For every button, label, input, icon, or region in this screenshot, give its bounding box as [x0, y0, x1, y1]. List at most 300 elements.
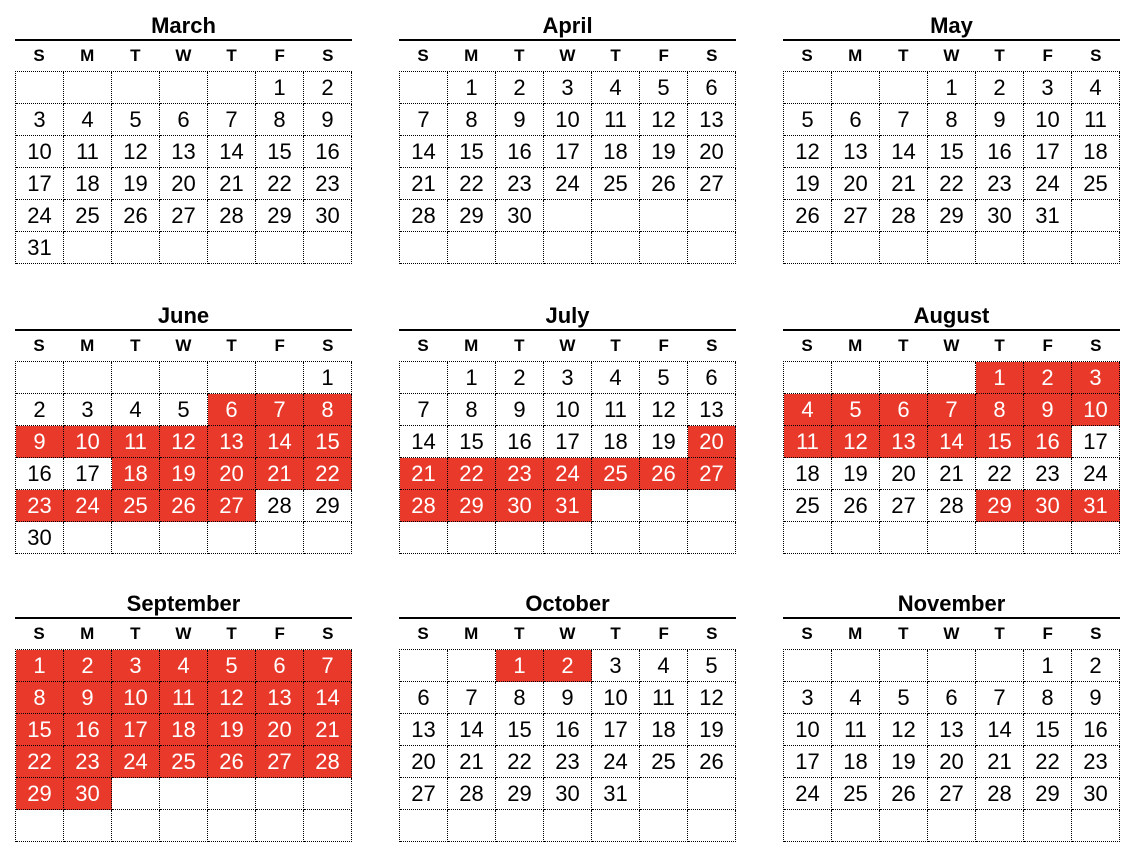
highlighted-day-cell[interactable]: 2	[64, 650, 112, 682]
day-cell[interactable]: 18	[592, 136, 640, 168]
highlighted-day-cell[interactable]: 26	[160, 490, 208, 522]
day-cell[interactable]: 4	[592, 72, 640, 104]
highlighted-day-cell[interactable]: 5	[832, 394, 880, 426]
day-cell[interactable]: 26	[784, 200, 832, 232]
day-cell[interactable]: 1	[448, 72, 496, 104]
day-cell[interactable]: 3	[16, 104, 64, 136]
day-cell[interactable]: 17	[544, 426, 592, 458]
day-cell[interactable]: 10	[784, 714, 832, 746]
day-cell[interactable]: 27	[832, 200, 880, 232]
highlighted-day-cell[interactable]: 17	[112, 714, 160, 746]
empty-cell	[160, 232, 208, 264]
day-cell[interactable]: 11	[1072, 104, 1120, 136]
day-cell[interactable]: 4	[112, 394, 160, 426]
day-cell[interactable]: 17	[16, 168, 64, 200]
highlighted-day-cell[interactable]: 27	[688, 458, 736, 490]
highlighted-day-cell[interactable]: 21	[256, 458, 304, 490]
weekday-label: T	[994, 46, 1005, 65]
highlighted-day-cell[interactable]: 24	[112, 746, 160, 778]
day-cell[interactable]: 18	[640, 714, 688, 746]
day-cell[interactable]: 29	[256, 200, 304, 232]
day-cell[interactable]: 31	[592, 778, 640, 810]
highlighted-day-cell[interactable]: 25	[112, 490, 160, 522]
day-cell[interactable]: 29	[448, 200, 496, 232]
day-cell[interactable]: 30	[976, 200, 1024, 232]
day-cell[interactable]: 26	[832, 490, 880, 522]
highlighted-day-cell[interactable]: 9	[1024, 394, 1072, 426]
highlighted-day-cell[interactable]: 22	[16, 746, 64, 778]
highlighted-day-cell[interactable]: 16	[1024, 426, 1072, 458]
day-cell[interactable]: 22	[976, 458, 1024, 490]
day-cell[interactable]: 7	[400, 104, 448, 136]
day-cell[interactable]: 17	[64, 458, 112, 490]
weekday-label: T	[514, 46, 525, 65]
day-cell[interactable]: 18	[784, 458, 832, 490]
day-cell[interactable]: 25	[640, 746, 688, 778]
day-cell[interactable]: 29	[496, 778, 544, 810]
day-cell[interactable]: 23	[496, 168, 544, 200]
highlighted-day-cell[interactable]: 20	[256, 714, 304, 746]
day-cell[interactable]: 13	[160, 136, 208, 168]
day-cell[interactable]: 6	[928, 682, 976, 714]
day-cell[interactable]: 2	[1072, 650, 1120, 682]
day-cell[interactable]: 31	[1024, 200, 1072, 232]
highlighted-day-cell[interactable]: 23	[496, 458, 544, 490]
highlighted-day-cell[interactable]: 15	[976, 426, 1024, 458]
day-cell[interactable]: 17	[1024, 136, 1072, 168]
highlighted-day-cell[interactable]: 11	[160, 682, 208, 714]
highlighted-day-cell[interactable]: 18	[160, 714, 208, 746]
day-cell[interactable]: 29	[304, 490, 352, 522]
highlighted-day-cell[interactable]: 11	[112, 426, 160, 458]
highlighted-day-cell[interactable]: 12	[832, 426, 880, 458]
day-cell[interactable]: 23	[1072, 746, 1120, 778]
highlighted-day-cell[interactable]: 2	[544, 650, 592, 682]
day-cell[interactable]: 5	[640, 72, 688, 104]
highlighted-day-cell[interactable]: 14	[256, 426, 304, 458]
day-cell[interactable]: 30	[544, 778, 592, 810]
empty-cell	[640, 778, 688, 810]
highlighted-day-cell[interactable]: 15	[16, 714, 64, 746]
day-cell[interactable]: 21	[928, 458, 976, 490]
day-cell[interactable]: 2	[976, 72, 1024, 104]
highlighted-day-cell[interactable]: 30	[496, 490, 544, 522]
day-cell[interactable]: 20	[832, 168, 880, 200]
highlighted-day-cell[interactable]: 22	[448, 458, 496, 490]
highlighted-day-cell[interactable]: 7	[304, 650, 352, 682]
day-cell[interactable]: 18	[1072, 136, 1120, 168]
highlighted-day-cell[interactable]: 25	[592, 458, 640, 490]
day-cell[interactable]: 13	[688, 104, 736, 136]
day-cell[interactable]: 24	[544, 168, 592, 200]
weekday-label: M	[80, 46, 95, 65]
highlighted-day-cell[interactable]: 19	[160, 458, 208, 490]
day-cell[interactable]: 6	[160, 104, 208, 136]
day-cell[interactable]: 26	[112, 200, 160, 232]
highlighted-day-cell[interactable]: 25	[160, 746, 208, 778]
highlighted-day-cell[interactable]: 29	[976, 490, 1024, 522]
day-cell[interactable]: 5	[688, 650, 736, 682]
highlighted-day-cell[interactable]: 29	[16, 778, 64, 810]
day-cell[interactable]: 20	[160, 168, 208, 200]
highlighted-day-cell[interactable]: 6	[256, 650, 304, 682]
day-cell[interactable]: 12	[688, 682, 736, 714]
day-cell[interactable]: 14	[976, 714, 1024, 746]
empty-cell	[832, 72, 880, 104]
day-cell[interactable]: 23	[976, 168, 1024, 200]
day-cell[interactable]: 30	[304, 200, 352, 232]
highlighted-day-cell[interactable]: 15	[304, 426, 352, 458]
empty-cell	[160, 522, 208, 554]
highlighted-day-cell[interactable]: 26	[208, 746, 256, 778]
day-cell[interactable]: 27	[928, 778, 976, 810]
day-cell[interactable]: 23	[304, 168, 352, 200]
day-cell[interactable]: 5	[880, 682, 928, 714]
highlighted-day-cell[interactable]: 19	[208, 714, 256, 746]
day-cell[interactable]: 19	[832, 458, 880, 490]
day-cell[interactable]: 14	[400, 426, 448, 458]
empty-cell	[1024, 522, 1072, 554]
day-cell[interactable]: 8	[448, 394, 496, 426]
day-cell[interactable]: 3	[544, 362, 592, 394]
highlighted-day-cell[interactable]: 3	[1072, 362, 1120, 394]
empty-cell	[400, 72, 448, 104]
day-cell[interactable]: 26	[688, 746, 736, 778]
day-cell[interactable]: 14	[208, 136, 256, 168]
day-cell[interactable]: 30	[1072, 778, 1120, 810]
highlighted-day-cell[interactable]: 27	[208, 490, 256, 522]
day-cell[interactable]: 2	[304, 72, 352, 104]
highlighted-day-cell[interactable]: 14	[928, 426, 976, 458]
day-cell[interactable]: 28	[448, 778, 496, 810]
day-cell[interactable]: 9	[304, 104, 352, 136]
day-cell[interactable]: 12	[112, 136, 160, 168]
day-cell[interactable]: 19	[640, 426, 688, 458]
day-cell[interactable]: 15	[496, 714, 544, 746]
day-cell[interactable]: 28	[256, 490, 304, 522]
day-cell[interactable]: 11	[592, 104, 640, 136]
day-cell[interactable]: 24	[1024, 168, 1072, 200]
day-cell[interactable]: 9	[1072, 682, 1120, 714]
day-cell[interactable]: 26	[880, 778, 928, 810]
highlighted-day-cell[interactable]: 13	[208, 426, 256, 458]
day-cell[interactable]: 16	[496, 136, 544, 168]
day-cell[interactable]: 14	[448, 714, 496, 746]
day-cell[interactable]: 28	[208, 200, 256, 232]
day-cell[interactable]: 13	[928, 714, 976, 746]
day-cell[interactable]: 8	[256, 104, 304, 136]
day-cell[interactable]: 3	[64, 394, 112, 426]
highlighted-day-cell[interactable]: 23	[64, 746, 112, 778]
weekday-label: F	[274, 336, 285, 355]
day-cell[interactable]: 17	[784, 746, 832, 778]
highlighted-day-cell[interactable]: 20	[208, 458, 256, 490]
day-cell[interactable]: 7	[208, 104, 256, 136]
day-cell[interactable]: 16	[304, 136, 352, 168]
highlighted-day-cell[interactable]: 24	[544, 458, 592, 490]
highlighted-day-cell[interactable]: 24	[64, 490, 112, 522]
day-cell[interactable]: 12	[640, 104, 688, 136]
highlighted-day-cell[interactable]: 9	[64, 682, 112, 714]
day-cell[interactable]: 15	[928, 136, 976, 168]
highlighted-day-cell[interactable]: 10	[64, 426, 112, 458]
weekday-label: F	[1042, 336, 1053, 355]
day-cell[interactable]: 18	[592, 426, 640, 458]
day-cell[interactable]: 16	[976, 136, 1024, 168]
highlighted-day-cell[interactable]: 20	[688, 426, 736, 458]
day-cell[interactable]: 5	[112, 104, 160, 136]
day-cell[interactable]: 1	[256, 72, 304, 104]
day-cell[interactable]: 24	[592, 746, 640, 778]
empty-cell	[256, 232, 304, 264]
highlighted-day-cell[interactable]: 1	[16, 650, 64, 682]
day-cell[interactable]: 25	[1072, 168, 1120, 200]
day-cell[interactable]: 29	[1024, 778, 1072, 810]
weekday-label: M	[848, 336, 863, 355]
day-cell[interactable]: 11	[832, 714, 880, 746]
day-cell[interactable]: 12	[880, 714, 928, 746]
day-cell[interactable]: 18	[832, 746, 880, 778]
day-cell[interactable]: 7	[880, 104, 928, 136]
day-cell[interactable]: 21	[880, 168, 928, 200]
highlighted-day-cell[interactable]: 27	[256, 746, 304, 778]
highlighted-day-cell[interactable]: 18	[112, 458, 160, 490]
day-cell[interactable]: 25	[64, 200, 112, 232]
day-cell[interactable]: 4	[64, 104, 112, 136]
day-cell[interactable]: 20	[928, 746, 976, 778]
day-cell[interactable]: 22	[496, 746, 544, 778]
day-cell[interactable]: 29	[928, 200, 976, 232]
empty-cell	[64, 72, 112, 104]
highlighted-day-cell[interactable]: 9	[16, 426, 64, 458]
day-cell[interactable]: 27	[400, 778, 448, 810]
empty-cell	[496, 232, 544, 264]
day-cell[interactable]: 11	[64, 136, 112, 168]
day-cell[interactable]: 3	[1024, 72, 1072, 104]
day-cell[interactable]: 28	[400, 200, 448, 232]
day-cell[interactable]: 16	[544, 714, 592, 746]
highlighted-day-cell[interactable]: 6	[208, 394, 256, 426]
highlighted-day-cell[interactable]: 6	[880, 394, 928, 426]
highlighted-day-cell[interactable]: 30	[1024, 490, 1072, 522]
day-cell[interactable]: 25	[592, 168, 640, 200]
day-cell[interactable]: 17	[592, 714, 640, 746]
highlighted-day-cell[interactable]: 22	[304, 458, 352, 490]
day-cell[interactable]: 28	[880, 200, 928, 232]
highlighted-day-cell[interactable]: 4	[160, 650, 208, 682]
highlighted-day-cell[interactable]: 28	[304, 746, 352, 778]
day-cell[interactable]: 2	[16, 394, 64, 426]
day-cell[interactable]: 3	[784, 682, 832, 714]
day-cell[interactable]: 2	[496, 362, 544, 394]
highlighted-day-cell[interactable]: 21	[400, 458, 448, 490]
highlighted-day-cell[interactable]: 26	[640, 458, 688, 490]
day-cell[interactable]: 24	[1072, 458, 1120, 490]
day-cell[interactable]: 5	[640, 362, 688, 394]
day-cell[interactable]: 6	[400, 682, 448, 714]
day-cell[interactable]: 5	[784, 104, 832, 136]
day-cell[interactable]: 15	[448, 136, 496, 168]
day-cell[interactable]: 8	[496, 682, 544, 714]
day-cell[interactable]: 17	[1072, 426, 1120, 458]
day-cell[interactable]: 22	[448, 168, 496, 200]
weekday-label: W	[943, 336, 960, 355]
day-cell[interactable]: 26	[640, 168, 688, 200]
day-cell[interactable]: 10	[1024, 104, 1072, 136]
highlighted-day-cell[interactable]: 13	[880, 426, 928, 458]
day-cell[interactable]: 20	[688, 136, 736, 168]
day-cell[interactable]: 20	[880, 458, 928, 490]
empty-cell	[832, 362, 880, 394]
day-cell[interactable]: 15	[256, 136, 304, 168]
highlighted-day-cell[interactable]: 1	[976, 362, 1024, 394]
day-cell[interactable]: 1	[304, 362, 352, 394]
highlighted-day-cell[interactable]: 8	[16, 682, 64, 714]
highlighted-day-cell[interactable]: 4	[784, 394, 832, 426]
day-cell[interactable]: 13	[688, 394, 736, 426]
day-cell[interactable]: 6	[688, 362, 736, 394]
empty-cell	[400, 362, 448, 394]
day-cell[interactable]: 12	[640, 394, 688, 426]
day-cell[interactable]: 14	[880, 136, 928, 168]
highlighted-day-cell[interactable]: 12	[208, 682, 256, 714]
day-cell[interactable]: 19	[688, 714, 736, 746]
day-cell[interactable]: 21	[448, 746, 496, 778]
highlighted-day-cell[interactable]: 7	[928, 394, 976, 426]
empty-cell	[784, 72, 832, 104]
day-cell[interactable]: 23	[1024, 458, 1072, 490]
day-cell[interactable]: 1	[1024, 650, 1072, 682]
day-cell[interactable]: 14	[400, 136, 448, 168]
day-cell[interactable]: 4	[832, 682, 880, 714]
day-cell[interactable]: 31	[16, 232, 64, 264]
day-cell[interactable]: 13	[400, 714, 448, 746]
day-cell[interactable]: 30	[496, 200, 544, 232]
highlighted-day-cell[interactable]: 30	[64, 778, 112, 810]
day-cell[interactable]: 1	[928, 72, 976, 104]
day-cell[interactable]: 11	[640, 682, 688, 714]
day-cell[interactable]: 6	[688, 72, 736, 104]
highlighted-day-cell[interactable]: 11	[784, 426, 832, 458]
weekday-label: M	[464, 46, 479, 65]
day-cell[interactable]: 1	[448, 362, 496, 394]
day-cell[interactable]: 21	[976, 746, 1024, 778]
month-march	[15, 13, 352, 264]
weekday-label: T	[226, 46, 237, 65]
day-cell[interactable]: 25	[784, 490, 832, 522]
highlighted-day-cell[interactable]: 14	[304, 682, 352, 714]
day-cell[interactable]: 24	[16, 200, 64, 232]
day-cell[interactable]: 16	[16, 458, 64, 490]
day-cell[interactable]: 10	[544, 104, 592, 136]
highlighted-day-cell[interactable]: 23	[16, 490, 64, 522]
day-cell[interactable]: 12	[784, 136, 832, 168]
empty-cell	[160, 778, 208, 810]
day-cell[interactable]: 7	[448, 682, 496, 714]
highlighted-day-cell[interactable]: 1	[496, 650, 544, 682]
empty-cell	[208, 810, 256, 842]
day-cell[interactable]: 9	[496, 104, 544, 136]
highlighted-day-cell[interactable]: 8	[976, 394, 1024, 426]
day-cell[interactable]: 5	[160, 394, 208, 426]
highlighted-day-cell[interactable]: 5	[208, 650, 256, 682]
day-cell[interactable]: 25	[832, 778, 880, 810]
highlighted-day-cell[interactable]: 28	[400, 490, 448, 522]
day-cell[interactable]: 30	[16, 522, 64, 554]
highlighted-day-cell[interactable]: 31	[1072, 490, 1120, 522]
day-cell[interactable]: 4	[592, 362, 640, 394]
day-cell[interactable]: 13	[832, 136, 880, 168]
day-cell[interactable]: 10	[16, 136, 64, 168]
day-cell[interactable]: 2	[496, 72, 544, 104]
day-cell[interactable]: 21	[208, 168, 256, 200]
day-cell[interactable]: 17	[544, 136, 592, 168]
day-cell[interactable]: 18	[64, 168, 112, 200]
highlighted-day-cell[interactable]: 8	[304, 394, 352, 426]
day-cell[interactable]: 9	[976, 104, 1024, 136]
day-cell[interactable]: 24	[784, 778, 832, 810]
day-cell[interactable]: 4	[640, 650, 688, 682]
day-cell[interactable]: 20	[400, 746, 448, 778]
day-cell[interactable]: 7	[976, 682, 1024, 714]
day-cell[interactable]: 23	[544, 746, 592, 778]
day-cell[interactable]: 4	[1072, 72, 1120, 104]
day-cell[interactable]: 7	[400, 394, 448, 426]
day-cell[interactable]: 16	[496, 426, 544, 458]
day-cell[interactable]: 16	[1072, 714, 1120, 746]
day-cell[interactable]: 22	[928, 168, 976, 200]
day-cell[interactable]: 19	[784, 168, 832, 200]
day-cell[interactable]: 27	[160, 200, 208, 232]
highlighted-day-cell[interactable]: 12	[160, 426, 208, 458]
day-cell[interactable]: 19	[640, 136, 688, 168]
highlighted-day-cell[interactable]: 7	[256, 394, 304, 426]
day-cell[interactable]: 8	[1024, 682, 1072, 714]
highlighted-day-cell[interactable]: 13	[256, 682, 304, 714]
day-cell[interactable]: 28	[976, 778, 1024, 810]
day-cell[interactable]: 9	[544, 682, 592, 714]
highlighted-day-cell[interactable]: 2	[1024, 362, 1072, 394]
day-cell[interactable]: 3	[592, 650, 640, 682]
empty-cell	[64, 522, 112, 554]
highlighted-day-cell[interactable]: 31	[544, 490, 592, 522]
highlighted-day-cell[interactable]: 21	[304, 714, 352, 746]
day-cell[interactable]: 22	[1024, 746, 1072, 778]
day-cell[interactable]: 10	[592, 682, 640, 714]
day-cell[interactable]: 15	[448, 426, 496, 458]
day-cell[interactable]: 8	[928, 104, 976, 136]
day-cell[interactable]: 10	[544, 394, 592, 426]
highlighted-day-cell[interactable]: 10	[112, 682, 160, 714]
day-cell[interactable]: 21	[400, 168, 448, 200]
highlighted-day-cell[interactable]: 10	[1072, 394, 1120, 426]
day-cell[interactable]: 27	[688, 168, 736, 200]
day-cell[interactable]: 19	[880, 746, 928, 778]
day-cell[interactable]: 28	[928, 490, 976, 522]
highlighted-day-cell[interactable]: 29	[448, 490, 496, 522]
highlighted-day-cell[interactable]: 3	[112, 650, 160, 682]
day-cell[interactable]: 15	[1024, 714, 1072, 746]
day-cell[interactable]: 27	[880, 490, 928, 522]
day-cell[interactable]: 6	[832, 104, 880, 136]
day-cell[interactable]: 3	[544, 72, 592, 104]
day-cell[interactable]: 11	[592, 394, 640, 426]
highlighted-day-cell[interactable]: 16	[64, 714, 112, 746]
day-cell[interactable]: 8	[448, 104, 496, 136]
day-cell[interactable]: 9	[496, 394, 544, 426]
day-cell[interactable]: 22	[256, 168, 304, 200]
day-cell[interactable]: 19	[112, 168, 160, 200]
